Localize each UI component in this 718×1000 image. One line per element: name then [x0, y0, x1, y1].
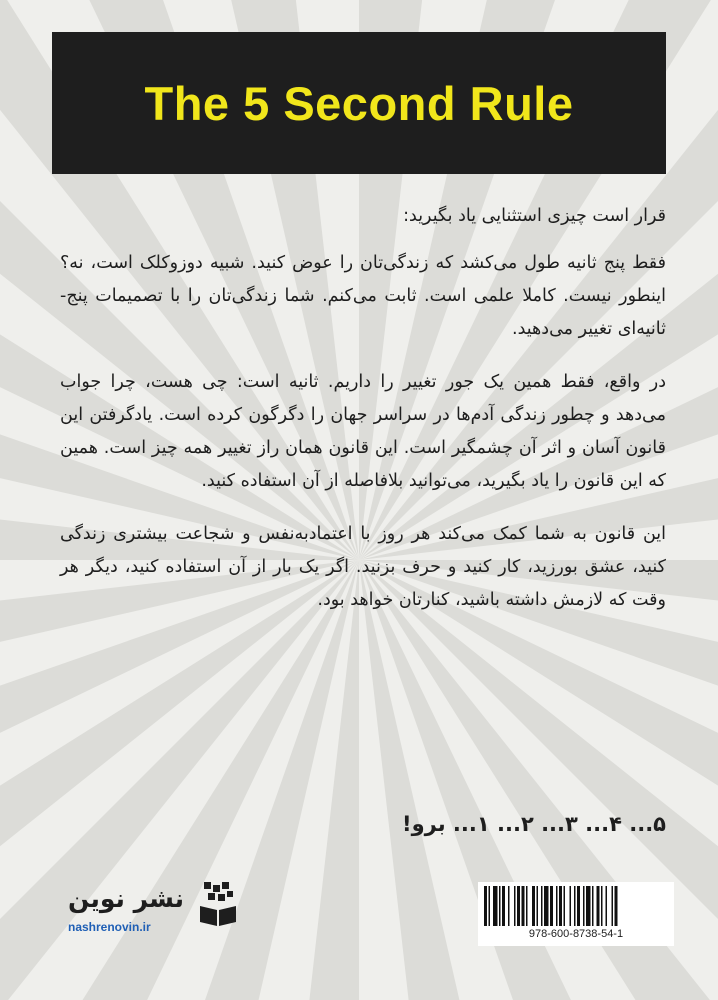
barcode-bar: [493, 886, 498, 926]
barcode-bar: [612, 886, 614, 926]
barcode-bar: [592, 886, 594, 926]
barcode-bar: [526, 886, 528, 926]
barcode-bar: [559, 886, 562, 926]
barcode-bar: [484, 886, 487, 926]
barcode-bar: [508, 886, 510, 926]
publisher-book-icon: [198, 882, 238, 926]
barcode-bar: [574, 886, 576, 926]
paragraph-1: فقط پنج ثانیه طول می‌کشد که زندگی‌تان را عوض کنید. شبیه دوزوکلک است، نه؟ اینطور نیست. کاملا علمی است. ثابت می‌کنم. شما زندگی‌تان را با تصمیمات پنج‌-ثانیه‌ای تغییر می‌دهید.: [60, 253, 666, 339]
barcode-bar: [564, 886, 566, 926]
countdown-line: ۵... ۴... ۳... ۲... ۱... برو!: [402, 812, 666, 836]
publisher-name: نشر نوین: [68, 884, 185, 913]
barcode-bar: [537, 886, 539, 926]
book-title: The 5 Second Rule: [144, 76, 574, 130]
publisher-url: nashrenovin.ir: [68, 920, 151, 934]
barcode-bar: [514, 886, 516, 926]
paragraph-3: این قانون به شما کمک می‌کند هر روز با اعتمادبه‌نفس و شجاعت بیشتری زندگی کنید، عشق بورزید، کار کنید و حرف بزنید. اگر یک بار از آن استفاده کنید، دیگر هر وقت که لازمش داشته باشید، کنارتان خواهد بود.: [60, 524, 666, 610]
barcode-bar: [544, 886, 549, 926]
barcode-bar: [601, 886, 603, 926]
intro-line: قرار است چیزی استثنایی یاد بگیرید:: [403, 206, 666, 226]
barcode-bar: [556, 886, 558, 926]
barcode-bar: [586, 886, 591, 926]
isbn-number: 978-600-8738-54-1: [528, 928, 624, 940]
barcode-bar: [606, 886, 608, 926]
barcode-bars: [478, 882, 674, 928]
barcode-bar: [541, 886, 543, 926]
back-cover-text: [60, 200, 666, 637]
barcode-bar: [570, 886, 572, 926]
barcode-bar: [489, 886, 491, 926]
barcode-bar: [517, 886, 520, 926]
barcode-bar: [597, 886, 600, 926]
title-band: [52, 32, 666, 174]
barcode-bar: [577, 886, 580, 926]
barcode-bar: [550, 886, 553, 926]
publisher-logo: [68, 882, 248, 942]
barcode-bar: [583, 886, 585, 926]
barcode-bar: [502, 886, 505, 926]
barcode-bar: [499, 886, 501, 926]
paragraph-2: در واقع، فقط همین یک جور تغییر را داریم. ثانیه است: چی هست، چرا جواب می‌دهد و چطور زندگی آدم‌ها در سراسر جهان را دگرگون کرده است. یادگرفتن این قانون آسان و اثر آن چشمگیر است. این قانون همان راز تغییر همه چیز است. همین که این قانون را یاد بگیرید، می‌توانید بلافاصله از آن استفاده کنید.: [60, 372, 666, 491]
barcode-bar: [522, 886, 525, 926]
barcode: [478, 882, 674, 946]
barcode-bar: [615, 886, 618, 926]
barcode-bar: [532, 886, 535, 926]
